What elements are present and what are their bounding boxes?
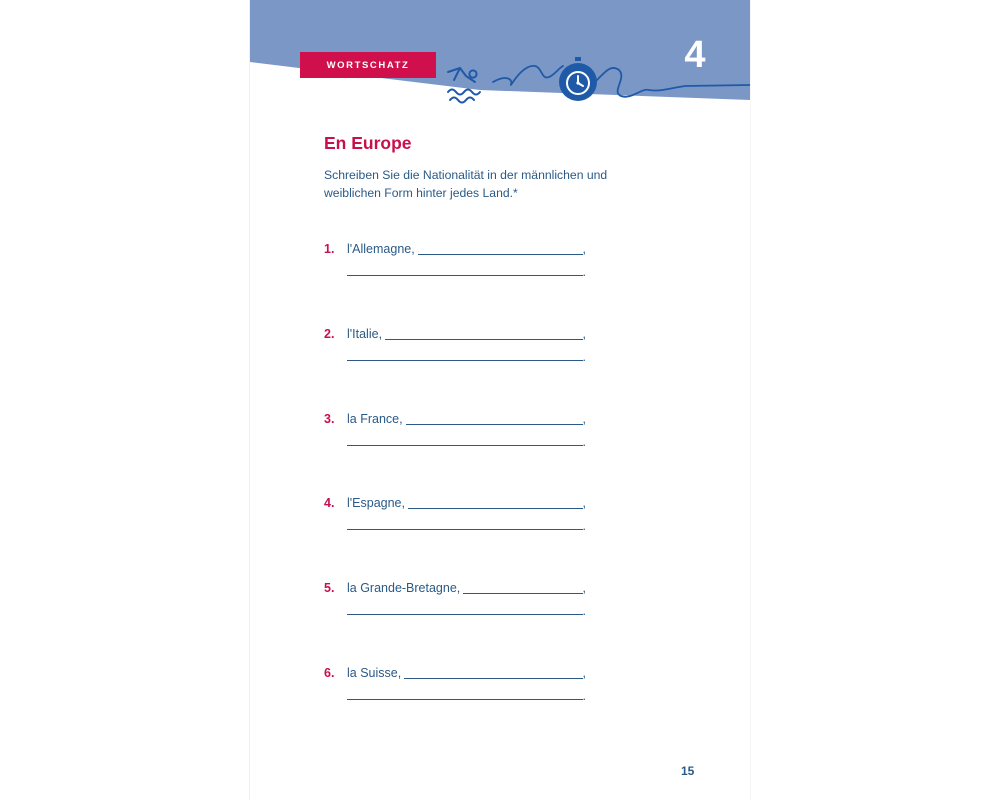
item-number: 4. xyxy=(324,496,335,510)
sport-illustration xyxy=(435,52,750,112)
exercise-item xyxy=(324,327,586,375)
separator-comma: , xyxy=(582,581,586,595)
masculine-answer-blank[interactable] xyxy=(408,496,583,509)
exercise-item xyxy=(324,242,586,290)
country-label: la France, xyxy=(347,412,403,426)
masculine-answer-blank[interactable] xyxy=(406,412,583,425)
country-label: l'Italie, xyxy=(347,327,383,341)
end-mark: . xyxy=(582,435,586,449)
end-mark: . xyxy=(582,519,586,533)
exercise-item xyxy=(324,666,586,714)
end-mark: . xyxy=(582,350,586,364)
chapter-number: 4 xyxy=(684,34,706,76)
exercise-instruction: Schreiben Sie die Nationalität in der männlichen und weiblichen Form hinter jedes Land.* xyxy=(324,168,608,200)
page-number: 15 xyxy=(681,764,695,778)
feminine-answer-blank[interactable] xyxy=(347,517,583,530)
item-number: 2. xyxy=(324,327,335,341)
separator-comma: , xyxy=(582,412,586,426)
workbook-page xyxy=(250,0,750,800)
country-label: l'Allemagne, xyxy=(347,242,415,256)
item-number: 3. xyxy=(324,412,335,426)
exercise-item xyxy=(324,496,586,544)
masculine-answer-blank[interactable] xyxy=(385,327,582,340)
country-label: l'Espagne, xyxy=(347,496,405,510)
exercise-title: En Europe xyxy=(324,133,412,153)
feminine-answer-blank[interactable] xyxy=(347,348,583,361)
masculine-answer-blank[interactable] xyxy=(418,242,583,255)
section-tag: WORTSCHATZ xyxy=(300,52,436,78)
item-number: 1. xyxy=(324,242,335,256)
separator-comma: , xyxy=(582,496,586,510)
swimmer-icon xyxy=(448,68,480,103)
feminine-answer-blank[interactable] xyxy=(347,263,583,276)
masculine-answer-blank[interactable] xyxy=(463,581,582,594)
item-number: 5. xyxy=(324,581,335,595)
country-label: la Suisse, xyxy=(347,666,402,680)
separator-comma: , xyxy=(582,327,586,341)
exercise-item xyxy=(324,581,586,629)
masculine-answer-blank[interactable] xyxy=(404,666,582,679)
feminine-answer-blank[interactable] xyxy=(347,602,583,615)
wavy-line xyxy=(493,66,563,85)
end-mark: . xyxy=(582,689,586,703)
feminine-answer-blank[interactable] xyxy=(347,687,583,700)
end-mark: . xyxy=(582,604,586,618)
exercise-item xyxy=(324,412,586,460)
item-number: 6. xyxy=(324,666,335,680)
separator-comma: , xyxy=(582,666,586,680)
feminine-answer-blank[interactable] xyxy=(347,433,583,446)
separator-comma: , xyxy=(582,242,586,256)
stopwatch-icon xyxy=(559,57,597,101)
end-mark: . xyxy=(582,265,586,279)
wavy-line-right xyxy=(597,68,750,97)
country-label: la Grande-Bretagne, xyxy=(347,581,461,595)
